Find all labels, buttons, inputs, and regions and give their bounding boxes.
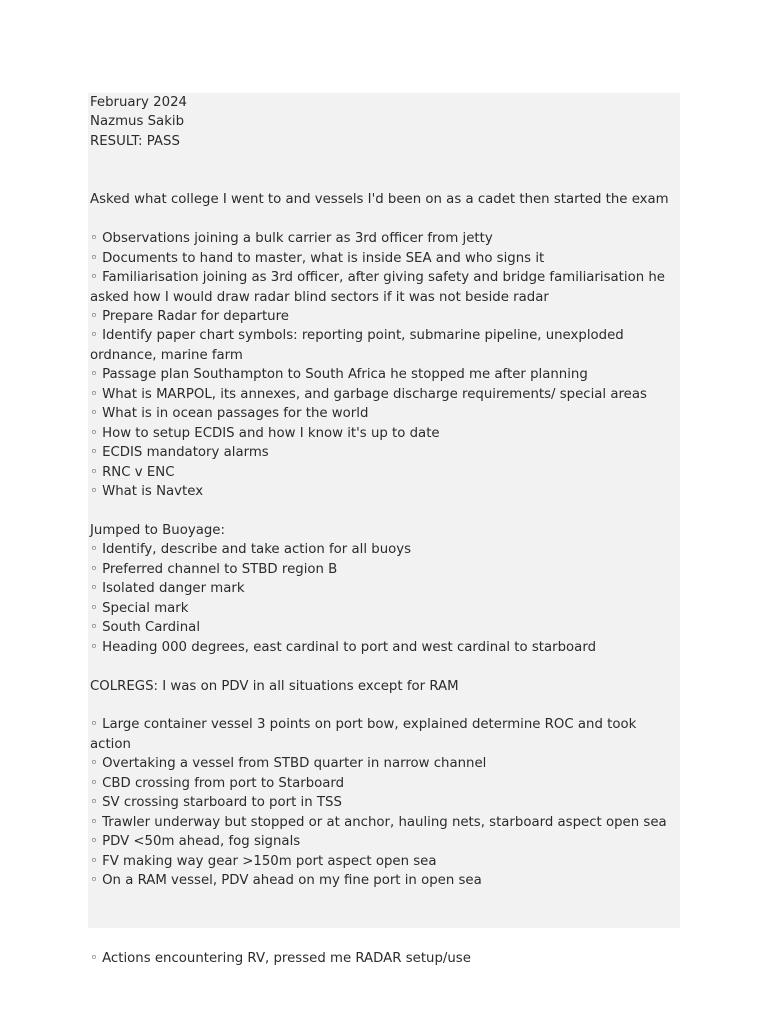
list-item: ◦ What is Navtex <box>90 484 204 500</box>
spacer <box>90 929 672 948</box>
spacer <box>90 657 672 676</box>
list-item: ◦ FV making way gear >150m port aspect open sea <box>90 853 437 869</box>
list-item: ◦ SV crossing starboard to port in TSS <box>90 795 342 811</box>
spacer <box>90 891 672 930</box>
spacer <box>90 210 672 229</box>
list-item: ◦ Isolated danger mark <box>90 581 245 597</box>
list-item: ◦ Familiarisation joining as 3rd officer, after giving safety and bridge familiarisation he asked how I would draw radar blind sectors if it was not beside radar <box>90 270 665 305</box>
list-item: ◦ What is MARPOL, its annexes, and garbage discharge requirements/ special areas <box>90 386 647 402</box>
spacer <box>90 151 672 190</box>
list-item: ◦ Documents to hand to master, what is inside SEA and who signs it <box>90 250 545 266</box>
list-item: ◦ Identify paper chart symbols: reporting point, submarine pipeline, unexploded ordnance, marine farm <box>90 328 624 363</box>
spacer <box>90 696 672 715</box>
colregs-list <box>90 715 672 890</box>
list-item: ◦ How to setup ECDIS and how I know it's up to date <box>90 425 440 441</box>
final-list <box>90 949 672 968</box>
list-item: ◦ RNC v ENC <box>90 464 175 480</box>
spacer <box>90 501 672 520</box>
list-item: ◦ Preferred channel to STBD region B <box>90 561 338 577</box>
list-item: ◦ Special mark <box>90 600 189 616</box>
buoyage-list <box>90 540 672 657</box>
candidate-name: Nazmus Sakib <box>90 114 185 130</box>
colregs-heading: COLREGS: I was on PDV in all situations except for RAM <box>90 678 459 694</box>
list-item: ◦ South Cardinal <box>90 620 201 636</box>
list-item: ◦ Identify, describe and take action for all buoys <box>90 542 412 558</box>
list-item: ◦ CBD crossing from port to Starboard <box>90 775 345 791</box>
intro-paragraph: Asked what college I went to and vessels I'd been on as a cadet then started the exam <box>90 192 669 208</box>
date-line: February 2024 <box>90 95 187 110</box>
list-item: ◦ Trawler underway but stopped or at anchor, hauling nets, starboard aspect open sea <box>90 814 667 830</box>
list-item: ◦ On a RAM vessel, PDV ahead on my fine port in open sea <box>90 873 482 889</box>
list-item: ◦ PDV <50m ahead, fog signals <box>90 834 301 850</box>
list-item: ◦ Large container vessel 3 points on port bow, explained determine ROC and took action <box>90 717 637 752</box>
general-questions-list <box>90 229 672 501</box>
list-item: ◦ ECDIS mandatory alarms <box>90 445 269 461</box>
buoyage-heading: Jumped to Buoyage: <box>90 522 225 538</box>
list-item: ◦ What is in ocean passages for the world <box>90 406 369 422</box>
exam-result: RESULT: PASS <box>90 133 180 149</box>
list-item: ◦ Prepare Radar for departure <box>90 308 289 324</box>
document-text-block <box>88 93 680 966</box>
list-item: ◦ Passage plan Southampton to South Africa he stopped me after planning <box>90 367 588 383</box>
list-item: ◦ Observations joining a bulk carrier as 3rd officer from jetty <box>90 231 493 247</box>
list-item: ◦ Heading 000 degrees, east cardinal to port and west cardinal to starboard <box>90 639 597 655</box>
list-item: ◦ Actions encountering RV, pressed me RADAR setup/use <box>90 950 471 966</box>
list-item: ◦ Overtaking a vessel from STBD quarter in narrow channel <box>90 756 487 772</box>
